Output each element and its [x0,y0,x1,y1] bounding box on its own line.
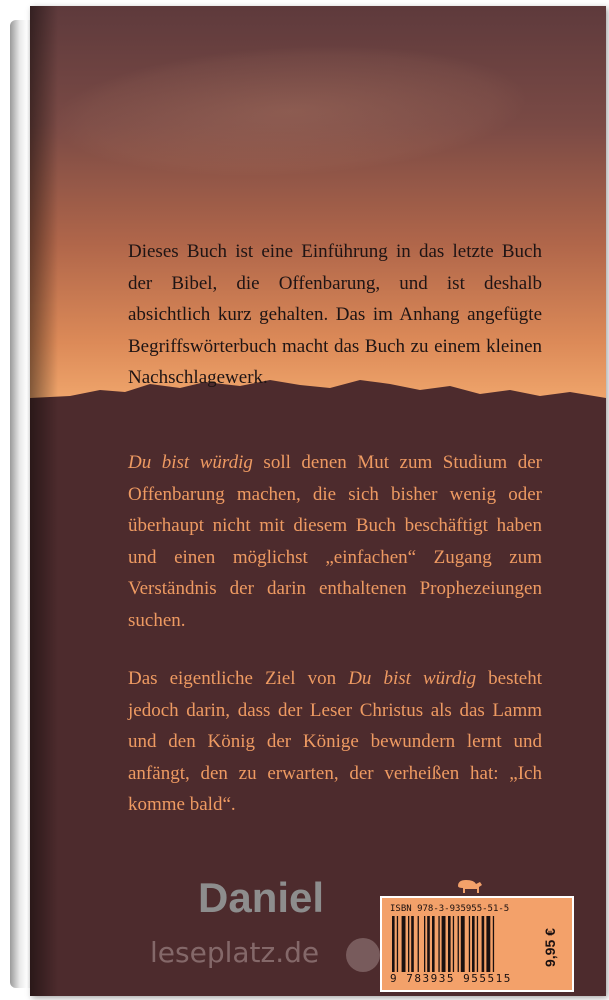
blurb-text-1: Dieses Buch ist eine Einführung in das letzte Buch der Bibel, die Offenbarung, und ist deshalb absichtlich kurz gehalten. Das im Anhang angefügte Begriffswörterbuch macht das Buch zu einem kleinen Nachschlagewerk. [128,241,542,388]
price-label: 9,95 € [542,928,558,968]
watermark-book-icon [346,938,380,972]
isbn-text: ISBN 978-3-935955-51-5 [390,904,510,914]
barcode-bars [390,916,538,972]
book-back-cover [30,6,606,996]
blurb-text-2-rest: soll denen Mut zum Studium der Offenbarung machen, die sich bisher wenig oder überhaupt nicht mit diesem Buch beschäftigt haben und einen möglichst „einfachen“ Zugang zum Verständnis der darin enthaltenen Prophezeiungen suchen. [128,452,542,631]
blurb-paragraph-3 [128,663,542,821]
barcode-label [380,896,574,992]
blurb-paragraph-2 [128,447,542,636]
book-title-italic: Du bist würdig [348,668,477,689]
barcode-digits: 9 783935 955515 [390,972,512,985]
blurb-paragraph-1 [128,236,542,394]
sky-halo [47,34,533,189]
watermark-text: leseplatz.de [150,936,320,969]
blurb-text-3-rest: besteht jedoch darin, dass der Leser Christus als das Lamm und den König der Könige bewundern lernt und anfängt, den zu erwarten, der verheißen hat: „Ich komme bald“. [128,668,542,815]
blurb-text-2 [128,447,542,636]
publisher-logo: Daniel [198,874,325,921]
blurb-text-3-start: Das eigentliche Ziel von [128,668,349,689]
blurb-text-3 [128,663,542,821]
book-title-italic: Du bist würdig [128,452,253,473]
spine-shadow [30,6,58,996]
